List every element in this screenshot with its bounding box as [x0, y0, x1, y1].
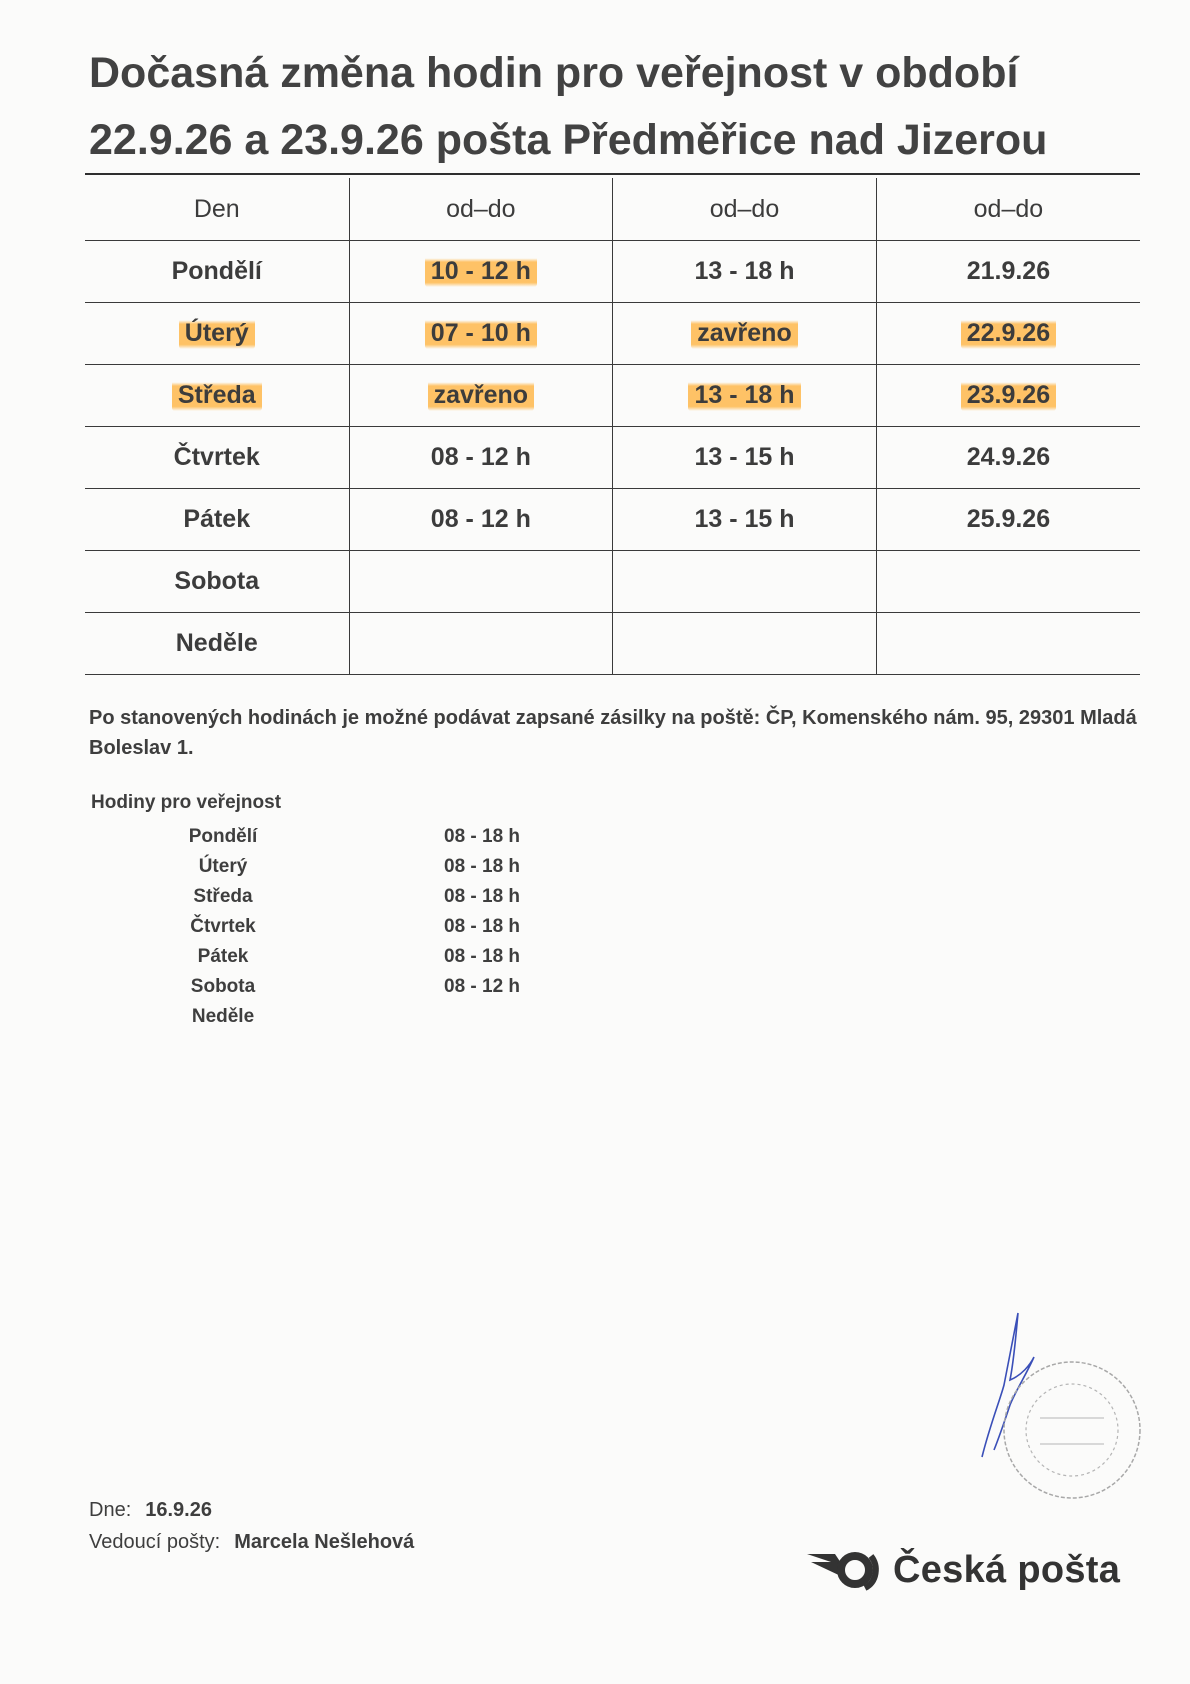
- regular-hours-row: [150, 912, 520, 942]
- footer-date: [89, 1499, 212, 1522]
- table-cell-day: [85, 551, 349, 613]
- cell-text: zavřeno: [428, 379, 534, 411]
- cell-text: 13 - 18 h: [694, 257, 795, 285]
- table-cell-am: [349, 365, 613, 427]
- table-cell-pm: [613, 613, 877, 675]
- cell-text: 13 - 15 h: [694, 443, 795, 471]
- table-cell-am: [349, 427, 613, 489]
- cell-text: Úterý: [179, 317, 255, 349]
- regular-hours-day: Pátek: [197, 946, 249, 967]
- table-row: [85, 613, 1140, 675]
- cell-text: 23.9.26: [961, 379, 1056, 411]
- table-cell-day: [85, 489, 349, 551]
- regular-hours-row: [150, 972, 520, 1002]
- table-cell-pm: [613, 489, 877, 551]
- table-cell-am: [349, 241, 613, 303]
- table-cell-date: [876, 489, 1140, 551]
- regular-hours-day: Neděle: [191, 1006, 255, 1027]
- logo-text: Česká pošta: [893, 1548, 1121, 1591]
- manager-label: Vedoucí pošty:: [89, 1531, 221, 1553]
- table-row: [85, 489, 1140, 551]
- table-row: [85, 241, 1140, 303]
- table-cell-date: [876, 427, 1140, 489]
- regular-hours-day: Středa: [193, 886, 253, 907]
- table-cell-pm: [613, 365, 877, 427]
- regular-hours-time: 08 - 18 h: [444, 856, 521, 877]
- table-cell-am: [349, 303, 613, 365]
- table-cell-day: [85, 241, 349, 303]
- title-divider: [85, 173, 1140, 175]
- cell-text: 13 - 15 h: [694, 505, 795, 533]
- table-header-cell: od–do: [876, 178, 1140, 241]
- post-hours-note: Po stanovených hodinách je možné podávat zapsané zásilky na poště: ČP, Komenského nám. 95, 29301 Mladá Boleslav 1.: [89, 707, 1137, 759]
- page-title: Dočasná změna hodin pro veřejnost v období 22.9.26 a 23.9.26 pošta Předměřice nad Jizerou: [89, 49, 1048, 164]
- regular-hours-list: [150, 822, 520, 1032]
- table-row: [85, 303, 1140, 365]
- cell-text: 22.9.26: [961, 317, 1056, 349]
- table-row: [85, 427, 1140, 489]
- table-cell-am: [349, 489, 613, 551]
- cell-text: 25.9.26: [966, 505, 1051, 533]
- regular-hours-day: Sobota: [190, 976, 256, 997]
- footer-manager: [89, 1531, 414, 1554]
- table-cell-pm: [613, 241, 877, 303]
- table-cell-day: [85, 303, 349, 365]
- regular-hours-time: 08 - 18 h: [444, 826, 521, 847]
- regular-hours-time: 08 - 12 h: [444, 976, 521, 997]
- table-cell-am: [349, 551, 613, 613]
- hours-table: [85, 178, 1140, 675]
- date-value: 16.9.26: [145, 1499, 212, 1521]
- table-cell-date: [876, 613, 1140, 675]
- cell-text: 08 - 12 h: [430, 443, 531, 471]
- table-row: [85, 365, 1140, 427]
- manager-value: Marcela Nešlehová: [234, 1531, 415, 1553]
- cell-text: Pátek: [183, 505, 251, 533]
- cell-text: 10 - 12 h: [425, 255, 537, 287]
- table-cell-pm: [613, 427, 877, 489]
- regular-hours-day: Čtvrtek: [190, 916, 256, 937]
- cell-text: 24.9.26: [966, 443, 1051, 471]
- table-cell-date: [876, 365, 1140, 427]
- ceska-posta-logo: [805, 1548, 1120, 1592]
- table-header-cell: od–do: [613, 178, 877, 241]
- table-cell-day: [85, 365, 349, 427]
- cell-text: Pondělí: [171, 257, 262, 285]
- table-cell-day: [85, 427, 349, 489]
- regular-hours-row: [150, 822, 520, 852]
- regular-hours-row: [150, 1002, 520, 1032]
- regular-hours-day: Pondělí: [188, 826, 258, 847]
- cell-text: zavřeno: [691, 317, 797, 349]
- cell-text: 21.9.26: [966, 257, 1051, 285]
- cell-text: Sobota: [174, 567, 260, 595]
- ceska-posta-horn-icon: [805, 1548, 885, 1592]
- regular-hours-time: 08 - 18 h: [444, 886, 521, 907]
- cell-text: 08 - 12 h: [430, 505, 531, 533]
- cell-text: 13 - 18 h: [688, 379, 800, 411]
- post-office-stamp: [1000, 1358, 1145, 1503]
- table-header-row: [85, 178, 1140, 241]
- regular-hours-time: 08 - 18 h: [444, 946, 521, 967]
- regular-hours-heading: Hodiny pro veřejnost: [91, 792, 282, 813]
- table-cell-date: [876, 551, 1140, 613]
- table-row: [85, 551, 1140, 613]
- table-cell-pm: [613, 303, 877, 365]
- cell-text: Neděle: [175, 629, 258, 657]
- date-label: Dne:: [89, 1499, 132, 1521]
- regular-hours-day: Úterý: [198, 856, 248, 877]
- table-header-cell: Den: [85, 178, 349, 241]
- table-cell-pm: [613, 551, 877, 613]
- table-header-cell: od–do: [349, 178, 613, 241]
- table-cell-am: [349, 613, 613, 675]
- table-cell-date: [876, 303, 1140, 365]
- table-cell-date: [876, 241, 1140, 303]
- regular-hours-row: [150, 882, 520, 912]
- table-cell-day: [85, 613, 349, 675]
- regular-hours-time: 08 - 18 h: [444, 916, 521, 937]
- cell-text: Středa: [172, 379, 262, 411]
- cell-text: 07 - 10 h: [425, 317, 537, 349]
- cell-text: Čtvrtek: [173, 443, 260, 471]
- regular-hours-row: [150, 942, 520, 972]
- regular-hours-row: [150, 852, 520, 882]
